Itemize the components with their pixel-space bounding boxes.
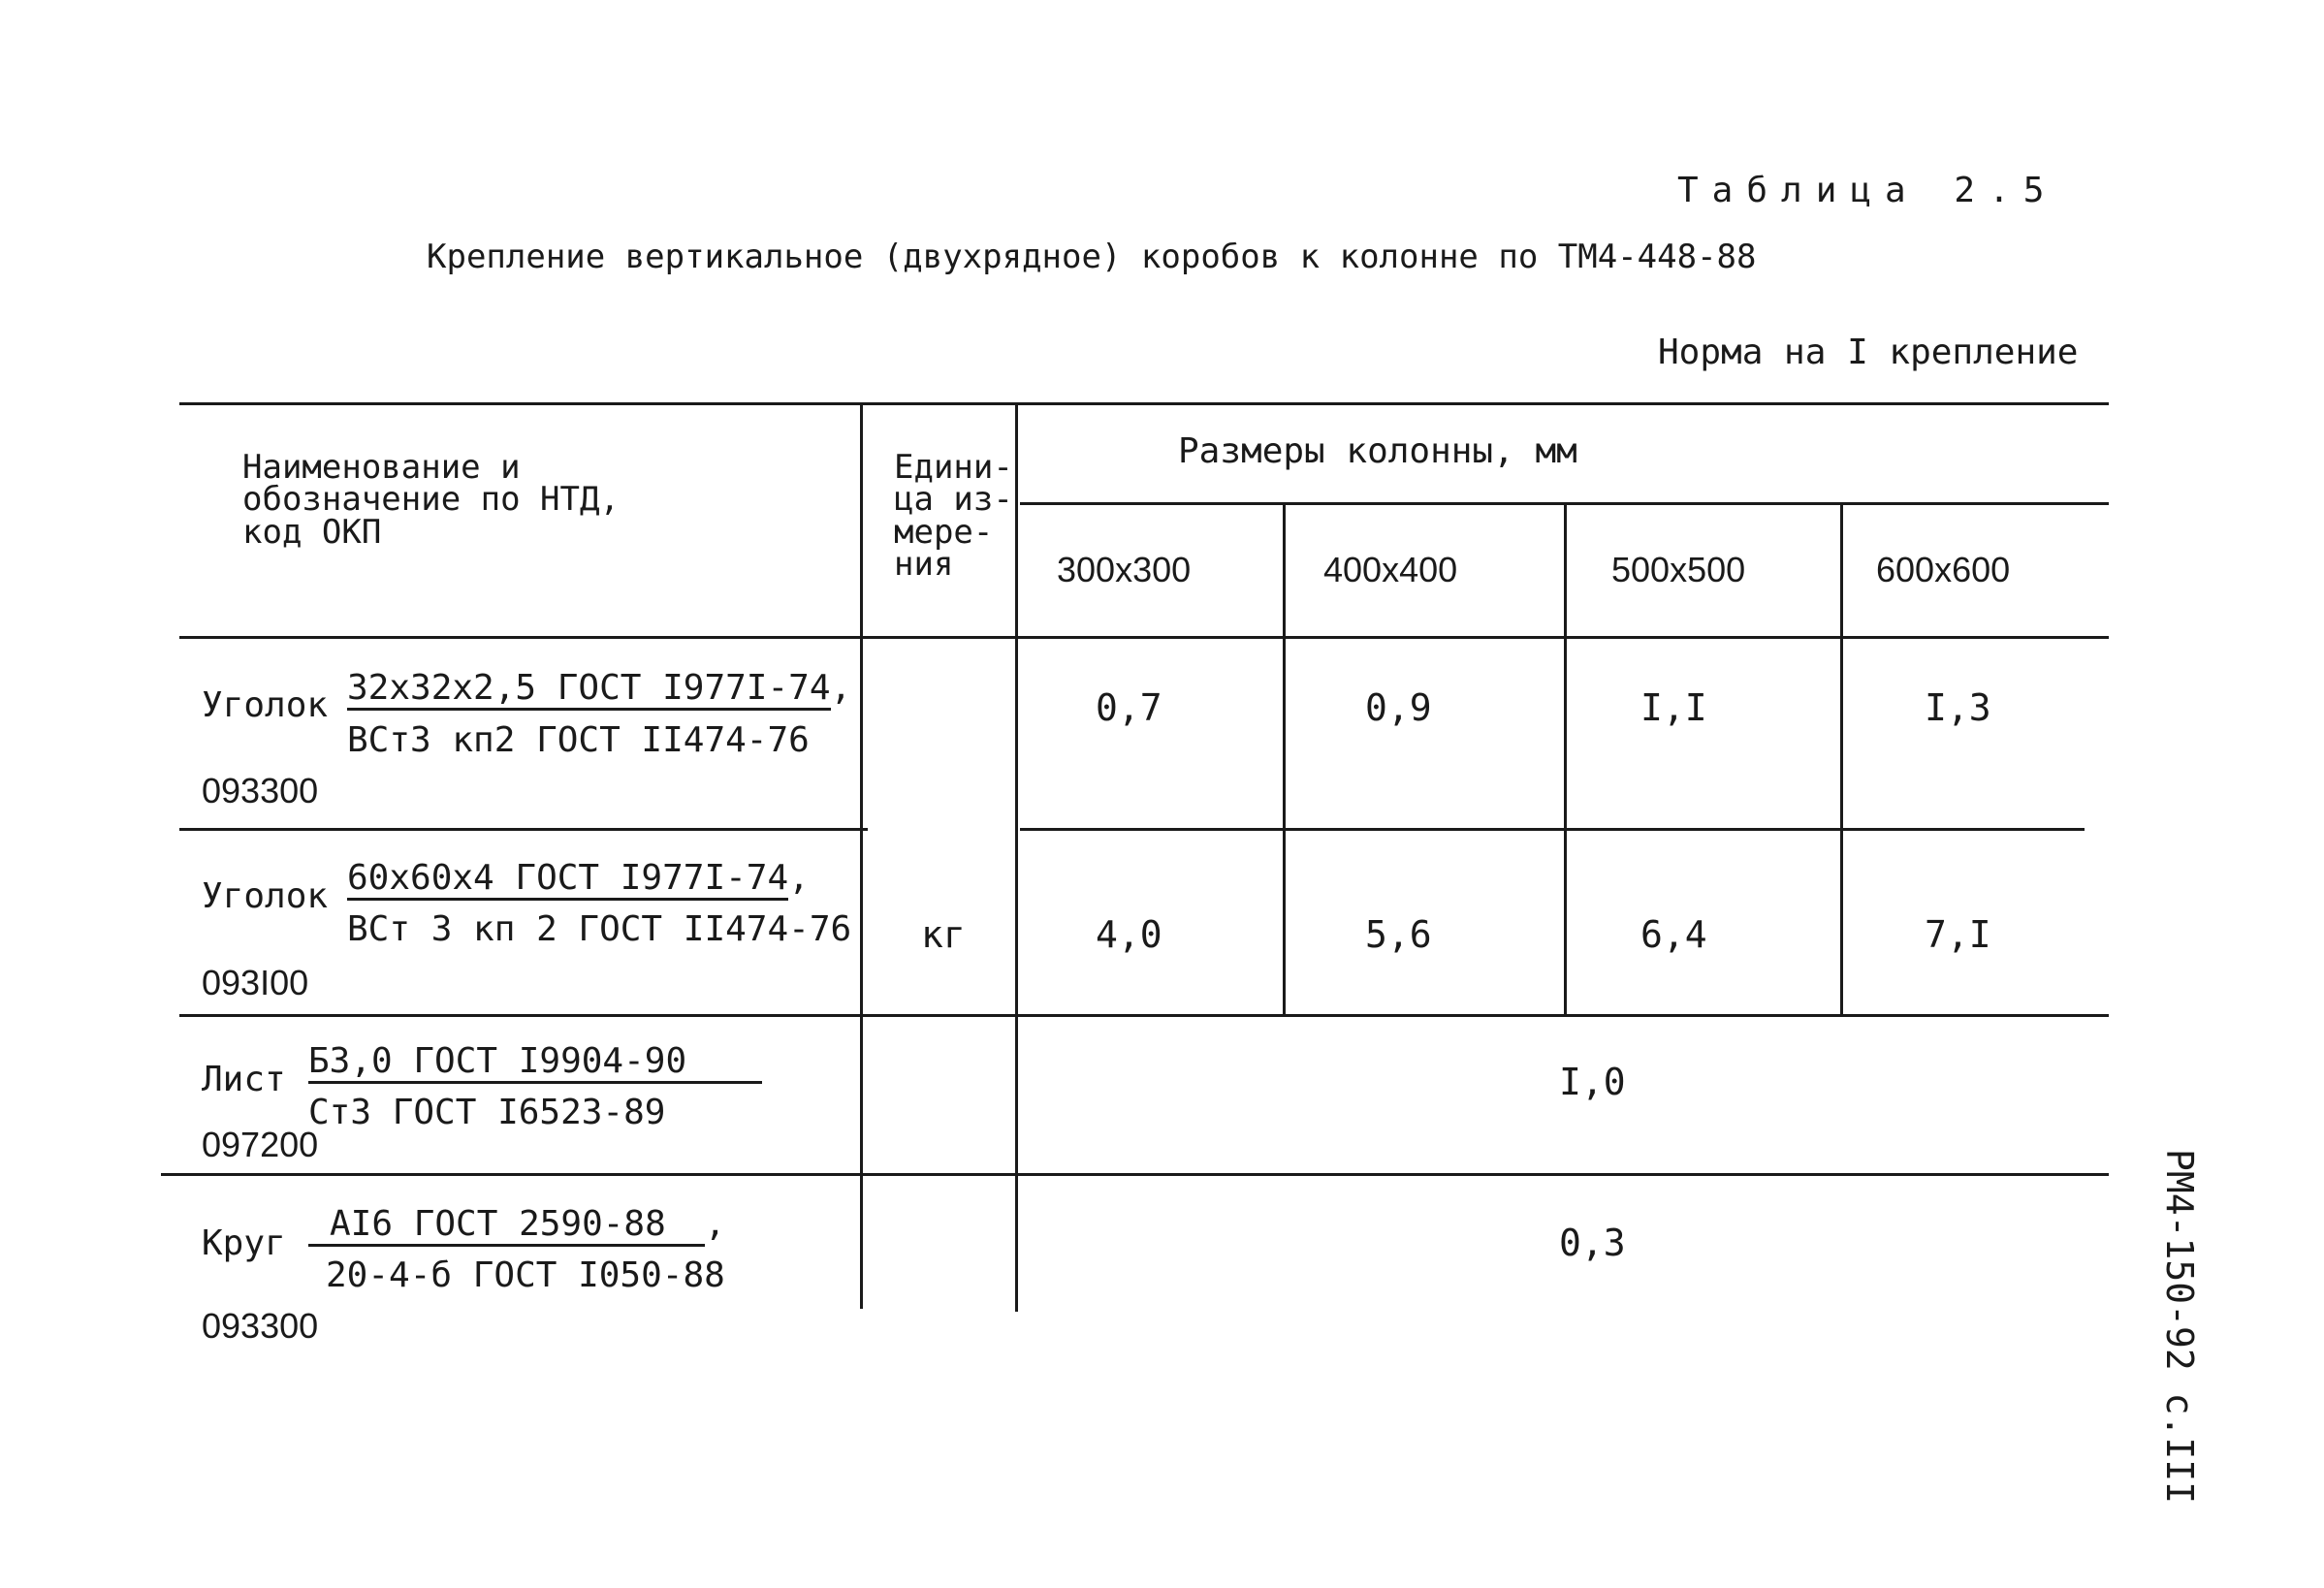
row-code: 097200 xyxy=(202,1125,319,1164)
unit-header-line: Едини- xyxy=(894,448,1013,487)
unit-value: кг xyxy=(921,913,966,956)
col-divider-name xyxy=(860,402,863,1309)
name-header-line: обозначение по НТД, xyxy=(242,480,620,520)
name-column-header xyxy=(242,448,620,552)
row3-rule xyxy=(161,1173,2109,1176)
row2-rule xyxy=(179,1014,2109,1017)
size-header-300: 300х300 xyxy=(1057,550,1192,589)
value-cell: 7,I xyxy=(1925,913,1991,956)
row1-rule-left xyxy=(179,828,868,831)
row-spec-suffix: , xyxy=(704,1204,726,1244)
col-divider-500 xyxy=(1840,502,1843,1016)
size-header-500: 500х500 xyxy=(1611,550,1746,589)
value-cell: 0,9 xyxy=(1365,686,1432,729)
row-label: Лист xyxy=(202,1060,286,1099)
merged-value-cell: 0,3 xyxy=(1559,1222,1626,1264)
row-spec-line2: 20-4-б ГОСТ I050-88 xyxy=(326,1255,725,1295)
row-code: 093I00 xyxy=(202,963,309,1002)
unit-header-line: ния xyxy=(894,544,954,584)
unit-header-line: мере- xyxy=(894,512,994,552)
norm-note: Норма на I крепление xyxy=(1658,333,2079,372)
col-divider-300 xyxy=(1283,502,1286,1016)
row-spec-line2: ВСт 3 кп 2 ГОСТ II474-76 xyxy=(347,909,852,949)
value-cell: 4,0 xyxy=(1096,913,1162,956)
row1-rule-right xyxy=(1020,828,2085,831)
value-cell: 6,4 xyxy=(1640,913,1707,956)
row-spec-standard: 60х60х4 ГОСТ I977I-74 xyxy=(347,861,788,901)
row-spec-standard: AI6 ГОСТ 2590-88 xyxy=(308,1207,705,1247)
row-spec-line2: ВСт3 кп2 ГОСТ II474-76 xyxy=(347,720,810,760)
col-divider-unit xyxy=(1015,402,1018,1312)
sizes-group-header: Размеры колонны, мм xyxy=(1178,431,1577,471)
row-code: 093300 xyxy=(202,771,319,810)
row-spec-standard: 32х32х2,5 ГОСТ I977I-74 xyxy=(347,671,831,711)
row-spec-suffix: , xyxy=(830,668,852,708)
header-bottom-rule xyxy=(179,636,2109,639)
unit-header-line: ца из- xyxy=(894,480,1013,520)
row-spec-suffix: , xyxy=(788,858,810,898)
table-top-rule xyxy=(179,402,2109,405)
size-header-600: 600х600 xyxy=(1876,550,2011,589)
page-title: Крепление вертикальное (двухрядное) коробов к колонне по ТМ4-448-88 xyxy=(427,238,1757,276)
row-label: Круг xyxy=(202,1223,286,1263)
row-spec-line1 xyxy=(347,668,852,711)
size-header-400: 400х400 xyxy=(1323,550,1458,589)
value-cell: 5,6 xyxy=(1365,913,1432,956)
value-cell: 0,7 xyxy=(1096,686,1162,729)
row-label: Уголок xyxy=(202,685,329,725)
name-header-line: Наименование и xyxy=(242,448,521,487)
value-cell: I,3 xyxy=(1925,686,1991,729)
row-label: Уголок xyxy=(202,876,329,916)
name-header-line: код ОКП xyxy=(242,512,382,552)
row-code: 093300 xyxy=(202,1306,319,1346)
col-divider-400 xyxy=(1564,502,1567,1016)
row-spec-line1 xyxy=(308,1204,726,1247)
value-cell: I,I xyxy=(1640,686,1707,729)
row-spec-line1 xyxy=(308,1041,762,1084)
unit-column-header xyxy=(894,448,1013,584)
row-spec-line2: Ст3 ГОСТ I6523-89 xyxy=(308,1093,666,1132)
row-spec-line1 xyxy=(347,858,810,901)
merged-value-cell: I,0 xyxy=(1559,1061,1626,1103)
table-caption: Таблица 2.5 xyxy=(1677,171,2058,210)
document-side-label: РМ4-150-92 с.III xyxy=(2158,1149,2201,1505)
row-spec-standard: Б3,0 ГОСТ I9904-90 xyxy=(308,1044,762,1084)
